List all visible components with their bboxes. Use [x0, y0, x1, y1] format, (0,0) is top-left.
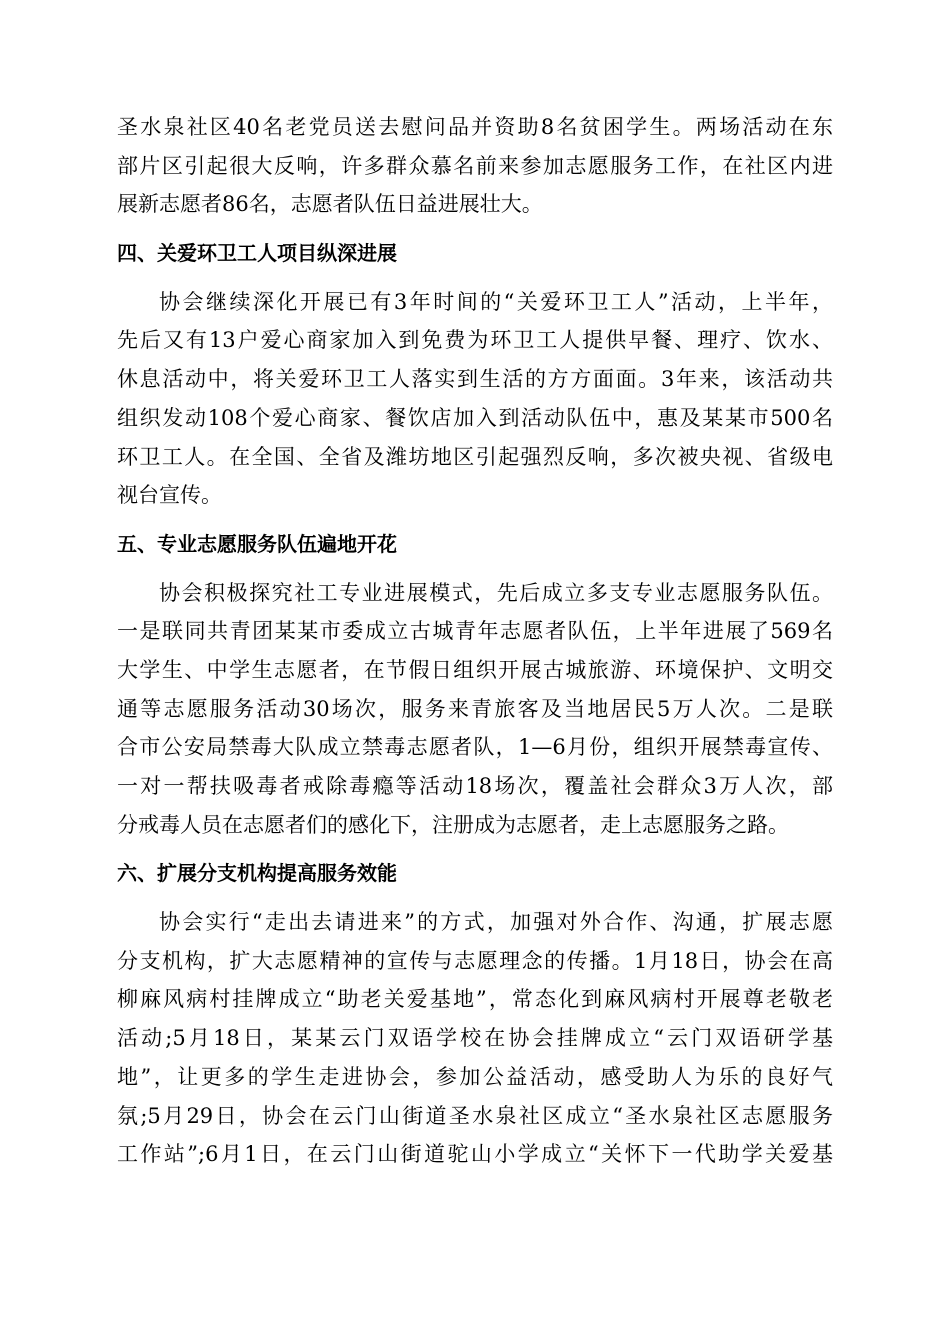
text-line: 展新志愿者86名，志愿者队伍日益进展壮大。: [117, 192, 543, 217]
paragraph-intro: [117, 108, 833, 224]
text-line: 协会积极探究社工专业进展模式，先后成立多支专业志愿服务队伍。: [159, 580, 833, 605]
text-line: 圣水泉社区40名老党员送去慰问品并资助8名贫困学生。两场活动在东: [117, 115, 833, 139]
text-line: 一对一帮扶吸毒者戒除毒瘾等活动18场次，覆盖社会群众3万人次，部: [117, 774, 833, 798]
text-line: 组织发动108个爱心商家、餐饮店加入到活动队伍中，惠及某某市500名: [117, 405, 833, 430]
text-line: 协会继续深化开展已有3年时间的“关爱环卫工人”活动，上半年，: [159, 289, 833, 314]
text-line: 先后又有13户爱心商家加入到免费为环卫工人提供早餐、理疗、饮水、: [117, 328, 833, 353]
text-line: 工作站”;6月1日，在云门山街道驼山小学成立“关怀下一代助学关爱基: [117, 1142, 833, 1167]
text-line: 分戒毒人员在志愿者们的感化下，注册成为志愿者，走上志愿服务之路。: [117, 812, 789, 837]
text-line: 大学生、中学生志愿者，在节假日组织开展古城旅游、环境保护、文明交: [117, 657, 833, 682]
paragraph-section-4: [117, 283, 833, 515]
text-line: 柳麻风病村挂牌成立“助老关爱基地”，常态化到麻风病村开展尊老敬老: [117, 987, 833, 1012]
section-heading-6: 六、扩展分支机构提高服务效能: [117, 861, 397, 886]
text-line: 部片区引起很大反响，许多群众慕名前来参加志愿服务工作，在社区内进: [117, 153, 833, 178]
text-line: 一是联同共青团某某市委成立古城青年志愿者队伍，上半年进展了569名: [117, 619, 833, 644]
text-line: 氛;5月29日，协会在云门山街道圣水泉社区成立“圣水泉社区志愿服务: [117, 1103, 833, 1128]
text-line: 环卫工人。在全国、全省及潍坊地区引起强烈反响，多次被央视、省级电: [117, 444, 833, 469]
text-line: 视台宣传。: [117, 483, 222, 508]
paragraph-section-5: [117, 574, 833, 845]
text-line: 合市公安局禁毒大队成立禁毒志愿者队，1—6月份，组织开展禁毒宣传、: [117, 735, 833, 760]
text-line: 活动;5月18日，某某云门双语学校在协会挂牌成立“云门双语研学基: [117, 1026, 833, 1051]
text-line: 休息活动中，将关爱环卫工人落实到生活的方方面面。3年来，该活动共: [117, 367, 833, 392]
text-line: 协会实行“走出去请进来”的方式，加强对外合作、沟通，扩展志愿: [159, 910, 833, 935]
section-heading-5: 五、专业志愿服务队伍遍地开花: [117, 531, 397, 556]
section-heading-4: 四、关爱环卫工人项目纵深进展: [117, 241, 397, 266]
paragraph-section-6: [117, 903, 833, 1174]
text-line: 通等志愿服务活动30场次，服务来青旅客及当地居民5万人次。二是联: [117, 696, 833, 721]
document-page: [117, 108, 833, 1174]
text-line: 地”，让更多的学生走进协会，参加公益活动，感受助人为乐的良好气: [117, 1064, 833, 1089]
text-line: 分支机构，扩大志愿精神的宣传与志愿理念的传播。1月18日，协会在高: [117, 948, 833, 973]
